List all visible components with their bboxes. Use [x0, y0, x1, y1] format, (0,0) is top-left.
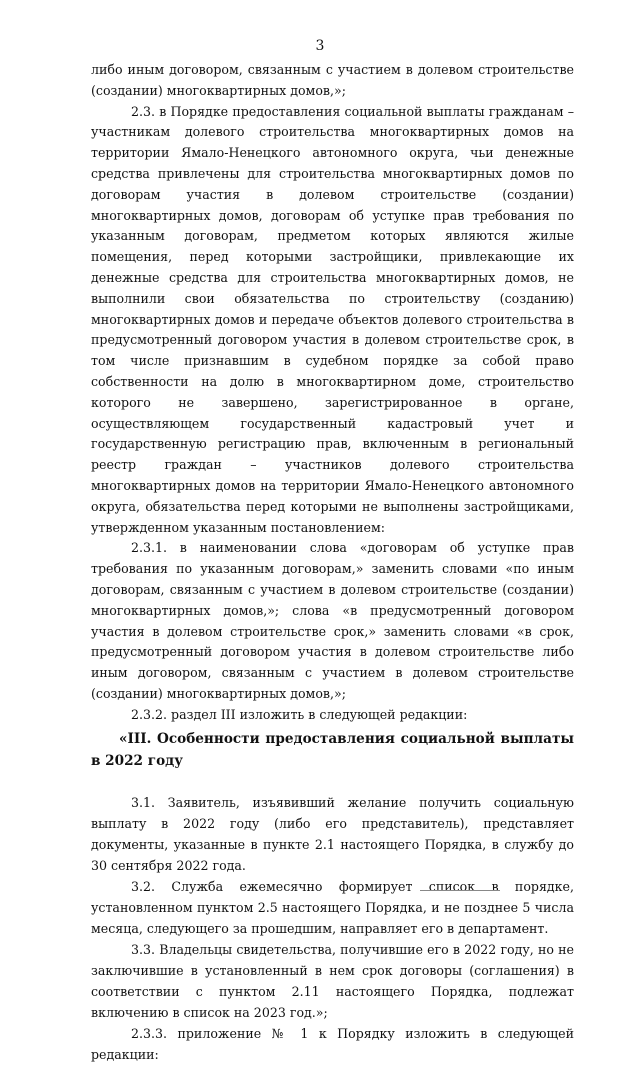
section-heading: «III. Особенности предоставления социальной выплаты в 2022 году: [91, 730, 574, 769]
scan-edge-line: [420, 890, 500, 891]
paragraph: либо иным договором, связанным с участием в долевом строительстве (создании) многоквартирных домов,»;: [91, 62, 574, 98]
paragraph: 3.1. Заявитель, изъявивший желание получить социальную выплату в 2022 году (либо его представитель), представляет документы, указанные в пункте 2.1 настоящего Порядка, в службу до 30 сентября 2022 года.: [91, 794, 574, 873]
page-number: 3: [315, 38, 325, 54]
paragraph: 2.3.1. в наименовании слова «договорам об уступке прав требования по указанным договорам,» заменить словами «по иным договорам, связанным с участием в долевом строительстве (создании) многоквартирных домов,»; слова «в предусмотренный договором участия в долевом строительстве срок,» заменить словами «в срок, предусмотренный договором участия в долевом строительстве либо иным договором, связанным с участием в долевом строительстве (создании) многоквартирных домов,»;: [91, 540, 574, 701]
document-body: [91, 60, 574, 1065]
paragraph: 3.2. Служба ежемесячно формирует список в порядке, установленном пунктом 2.5 настоящего Порядка, и не позднее 5 числа месяца, следующего за прошедшим, направляет его в департамент.: [91, 878, 574, 936]
spacer: [91, 772, 574, 792]
section-body: [91, 792, 574, 1065]
paragraph: 2.3.2. раздел III изложить в следующей редакции:: [131, 706, 468, 722]
paragraph: 3.3. Владельцы свидетельства, получившие его в 2022 году, но не заключившие в установленный в нем срок договоры (соглашения) в соответствии с пунктом 2.11 настоящего Порядка, подлежат включению в список на 2023 год.»;: [91, 941, 574, 1020]
paragraph: 2.3.3. приложение № 1 к Порядку изложить в следующей редакции:: [91, 1025, 574, 1062]
paragraph: 2.3. в Порядке предоставления социальной выплаты гражданам – участникам долевого строительства многоквартирных домов на территории Ямало-Ненецкого автономного округа, чьи денежные средства привлечены для строительства многоквартирных домов по договорам участия в долевом строительстве (создании) многоквартирных домов, договорам об уступке прав требования по указанным договорам, предметом которых являются жилые помещения, перед которыми застройщики, привлекающие их денежные средства для строительства многоквартирных домов, не выполнили свои обязательства по строительству (созданию) многоквартирных домов и передаче объектов долевого строительства в предусмотренный договором участия в долевом строительстве срок, в том числе признавшим в судебном порядке за собой право собственности на долю в многоквартирном доме, строительство которого не завершено, зарегистрированное в органе, осуществляющем государственный кадастровый учет и государственную регистрацию прав, включенным в региональный реестр граждан – участников долевого строительства многоквартирных домов на территории Ямало-Ненецкого автономного округа, обязательства перед которыми не выполнены застройщиками, утвержденном указанным постановлением:: [91, 103, 574, 535]
